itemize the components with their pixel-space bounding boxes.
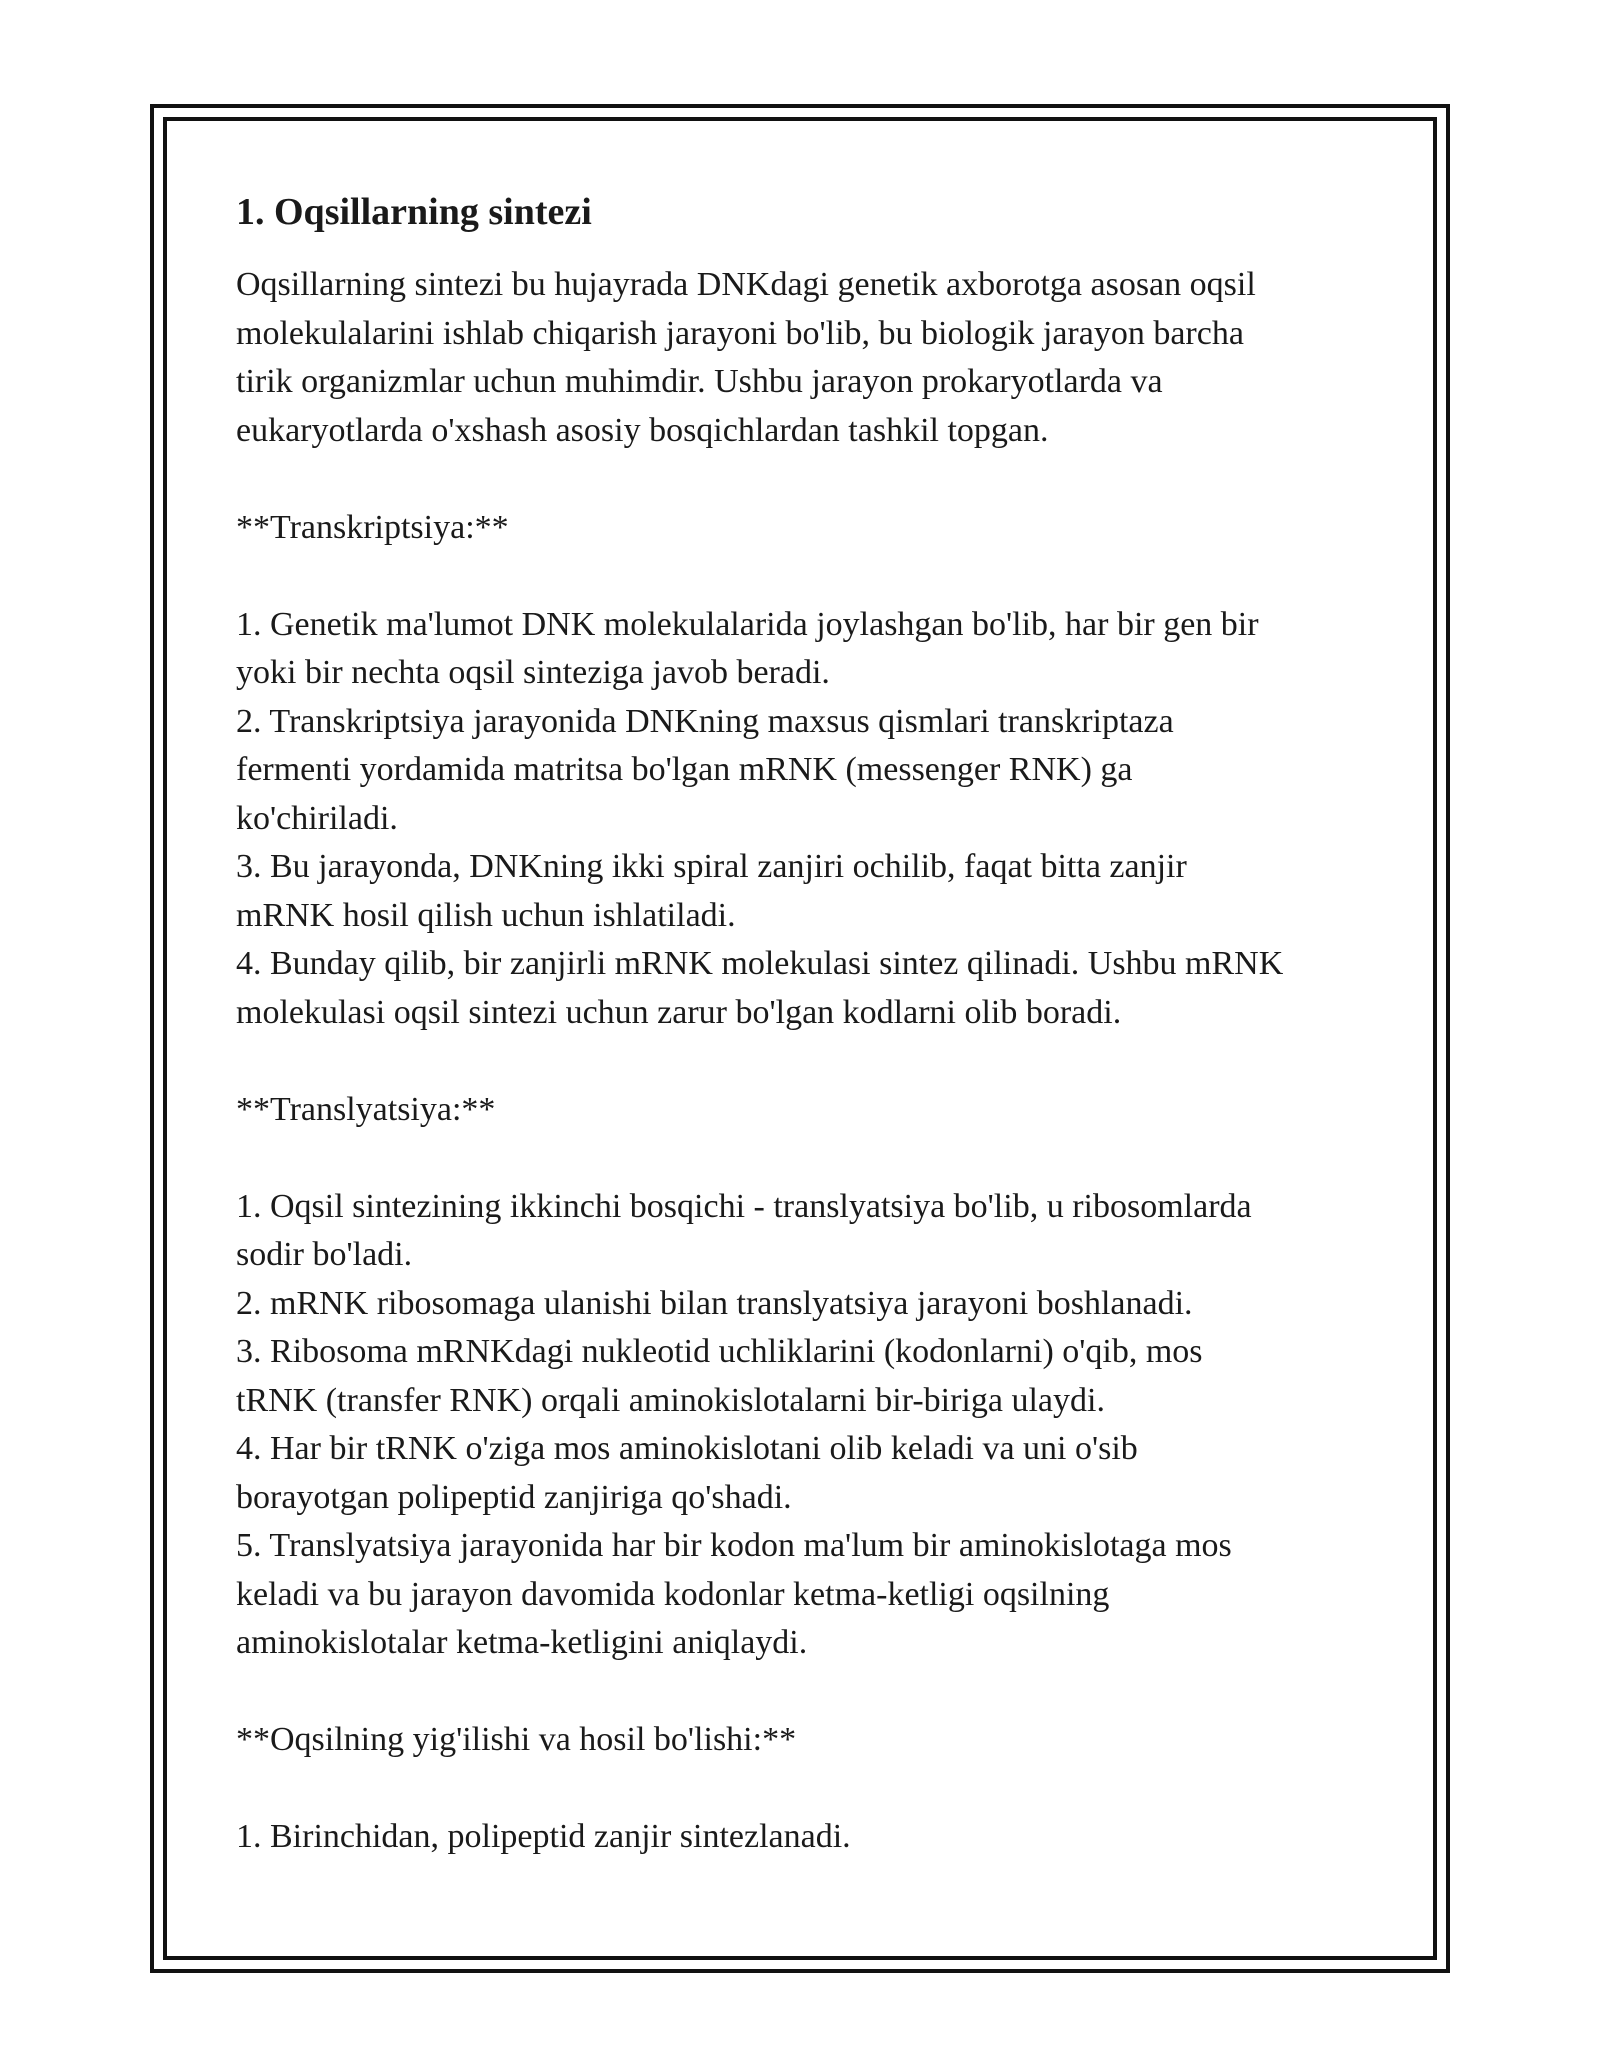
section-line: ko'chiriladi. [236, 799, 398, 837]
section-line: 1. Birinchidan, polipeptid zanjir sintezlanadi. [236, 1818, 851, 1855]
section-line: 1. Genetik ma'lumot DNK molekulalarida joylashgan bo'lib, har bir gen bir [236, 605, 1259, 643]
section-heading: **Transkriptsiya:** [236, 508, 509, 546]
section-line: 1. Oqsil sintezining ikkinchi bosqichi - translyatsiya bo'lib, u ribosomlarda [236, 1187, 1252, 1225]
section-line: 3. Ribosoma mRNKdagi nukleotid uchliklarini (kodonlarni) o'qib, mos [236, 1333, 1203, 1370]
document-body [236, 188, 1386, 1862]
section-line: molekulasi oqsil sintezi uchun zarur bo'lgan kodlarni olib boradi. [236, 993, 1122, 1031]
section-transkriptsiya [236, 504, 1386, 1038]
section-line: aminokislotalar ketma-ketligini aniqlaydi. [236, 1624, 808, 1661]
section-oqsilning-yigilishi [236, 1716, 1386, 1862]
document-title: 1. Oqsillarning sintezi [236, 191, 592, 233]
spacer [236, 1765, 1386, 1814]
section-line: fermenti yordamida matritsa bo'lgan mRNK (messenger RNK) ga [236, 751, 1133, 788]
intro-paragraph [236, 261, 1386, 455]
section-line: sodir bo'ladi. [236, 1236, 413, 1273]
section-line: yoki bir nechta oqsil sinteziga javob beradi. [236, 654, 830, 691]
section-line: 5. Translyatsiya jarayonida har bir kodon ma'lum bir aminokislotaga mos [236, 1527, 1232, 1564]
section-line: 2. Transkriptsiya jarayonida DNKning maxsus qismlari transkriptaza [236, 702, 1174, 740]
section-line: borayotgan polipeptid zanjiriga qo'shadi. [236, 1478, 792, 1516]
spacer [236, 1037, 1386, 1086]
section-heading: **Oqsilning yig'ilishi va hosil bo'lishi:** [236, 1721, 797, 1758]
spacer [236, 455, 1386, 504]
section-line: 4. Bunday qilib, bir zanjirli mRNK molekulasi sintez qilinadi. Ushbu mRNK [236, 945, 1284, 982]
intro-line: molekulalarini ishlab chiqarish jarayoni bo'lib, bu biologik jarayon barcha [236, 314, 1244, 352]
section-line: keladi va bu jarayon davomida kodonlar ketma-ketligi oqsilning [236, 1575, 1110, 1613]
section-translyatsiya [236, 1086, 1386, 1668]
intro-line: eukaryotlarda o'xshash asosiy bosqichlardan tashkil topgan. [236, 411, 1049, 449]
spacer [236, 1668, 1386, 1717]
spacer [236, 552, 1386, 601]
intro-line: Oqsillarning sintezi bu hujayrada DNKdagi genetik axborotga asosan oqsil [236, 266, 1256, 303]
section-line: 4. Har bir tRNK o'ziga mos aminokislotani olib keladi va uni o'sib [236, 1430, 1138, 1467]
intro-line: tirik organizmlar uchun muhimdir. Ushbu jarayon prokaryotlarda va [236, 363, 1163, 400]
section-line: 3. Bu jarayonda, DNKning ikki spiral zanjiri ochilib, faqat bitta zanjir [236, 848, 1187, 885]
spacer [236, 1134, 1386, 1183]
section-line: tRNK (transfer RNK) orqali aminokislotalarni bir-biriga ulaydi. [236, 1381, 1105, 1419]
section-heading: **Translyatsiya:** [236, 1090, 496, 1128]
section-line: mRNK hosil qilish uchun ishlatiladi. [236, 896, 736, 934]
section-line: 2. mRNK ribosomaga ulanishi bilan translyatsiya jarayoni boshlanadi. [236, 1284, 1193, 1322]
